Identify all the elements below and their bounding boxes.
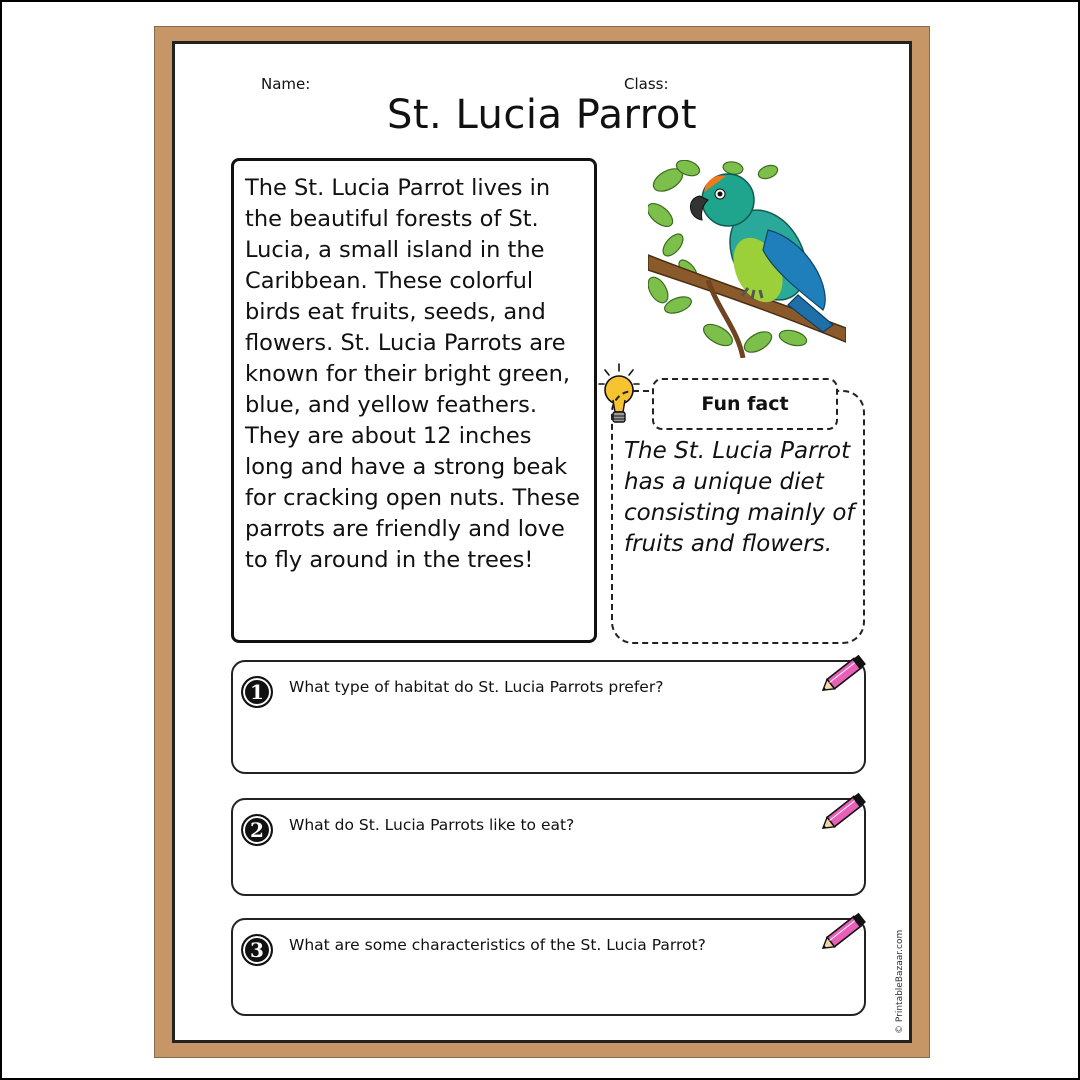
copyright-text: © PrintableBazaar.com bbox=[895, 929, 905, 1034]
passage-line: to fly around in the trees! bbox=[245, 547, 534, 573]
passage-line: parrots are friendly and love bbox=[245, 516, 565, 542]
question-number: 1 bbox=[241, 676, 273, 708]
passage-line: Caribbean. These colorful bbox=[245, 268, 534, 294]
reading-passage bbox=[231, 158, 597, 643]
passage-line: birds eat fruits, seeds, and bbox=[245, 299, 546, 325]
fun-fact-text bbox=[624, 436, 864, 560]
page-title: St. Lucia Parrot bbox=[386, 92, 698, 138]
passage-line: long and have a strong beak bbox=[245, 454, 568, 480]
fun-fact-line: has a unique diet bbox=[624, 469, 824, 495]
pencil-icon bbox=[816, 788, 872, 838]
passage-text bbox=[245, 173, 586, 576]
passage-line: They are about 12 inches bbox=[245, 423, 532, 449]
fun-fact-header bbox=[652, 378, 838, 430]
question-box-1[interactable] bbox=[231, 660, 866, 774]
question-text: What are some characteristics of the St. Lucia Parrot? bbox=[289, 936, 706, 954]
question-number: 2 bbox=[241, 814, 273, 846]
fun-fact-line: consisting mainly of bbox=[624, 500, 855, 526]
worksheet-page bbox=[172, 41, 912, 1043]
passage-line: the beautiful forests of St. bbox=[245, 206, 539, 232]
fun-fact-label: Fun fact bbox=[701, 393, 789, 415]
fun-fact-line: The St. Lucia Parrot bbox=[624, 438, 851, 464]
worksheet-border bbox=[154, 26, 930, 1058]
pencil-icon bbox=[816, 650, 872, 700]
fun-fact-line: fruits and flowers. bbox=[624, 531, 833, 557]
name-label: Name: bbox=[261, 75, 311, 93]
parrot-illustration bbox=[648, 160, 846, 358]
question-box-3[interactable] bbox=[231, 918, 866, 1016]
class-label: Class: bbox=[624, 75, 669, 93]
passage-line: Lucia, a small island in the bbox=[245, 237, 545, 263]
passage-line: for cracking open nuts. These bbox=[245, 485, 580, 511]
passage-line: known for their bright green, bbox=[245, 361, 570, 387]
passage-line: blue, and yellow feathers. bbox=[245, 392, 538, 418]
passage-line: The St. Lucia Parrot lives in bbox=[245, 175, 551, 201]
question-number: 3 bbox=[241, 934, 273, 966]
pencil-icon bbox=[816, 908, 872, 958]
passage-line: flowers. St. Lucia Parrots are bbox=[245, 330, 566, 356]
question-text: What type of habitat do St. Lucia Parrots prefer? bbox=[289, 678, 664, 696]
question-box-2[interactable] bbox=[231, 798, 866, 896]
question-text: What do St. Lucia Parrots like to eat? bbox=[289, 816, 575, 834]
